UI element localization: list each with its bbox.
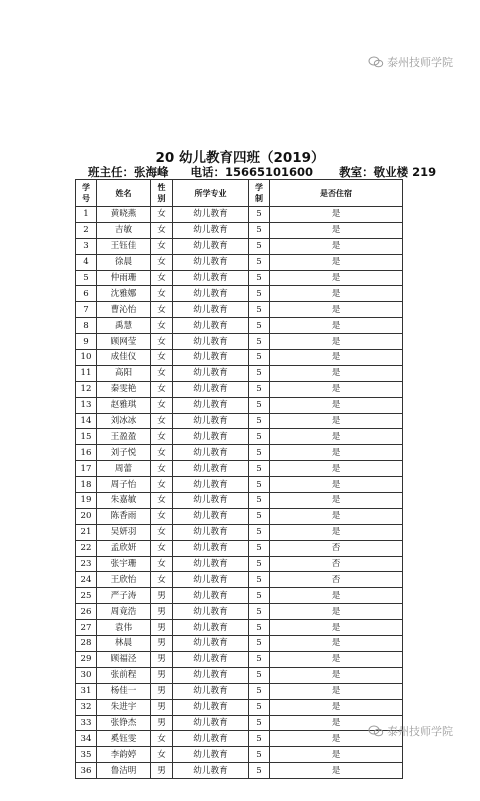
cell-major: 幼儿教育 [173, 588, 249, 604]
cell-name: 张宇珊 [97, 556, 151, 572]
cell-name: 赵雅琪 [97, 397, 151, 413]
phone: 电话：15665101600 [190, 165, 314, 179]
cell-term: 5 [249, 445, 270, 461]
cell-sex: 男 [151, 699, 173, 715]
watermark-top [368, 54, 453, 70]
cell-boarding: 是 [270, 429, 403, 445]
cell-term: 5 [249, 493, 270, 509]
cell-major: 幼儿教育 [173, 477, 249, 493]
cell-sex: 女 [151, 508, 173, 524]
table-row [76, 207, 403, 223]
cell-sex: 女 [151, 254, 173, 270]
cell-sex: 女 [151, 731, 173, 747]
cell-sex: 女 [151, 572, 173, 588]
cell-term: 5 [249, 651, 270, 667]
cell-sex: 女 [151, 365, 173, 381]
cell-sex: 男 [151, 604, 173, 620]
table-row [76, 381, 403, 397]
cell-name: 黄晓燕 [97, 207, 151, 223]
cell-sex: 女 [151, 540, 173, 556]
cell-no: 17 [76, 461, 97, 477]
cell-name: 高阳 [97, 365, 151, 381]
page-title: 20 幼儿教育四班（2019） [155, 150, 325, 166]
cell-boarding: 是 [270, 222, 403, 238]
table-row [76, 731, 403, 747]
cell-sex: 女 [151, 286, 173, 302]
cell-term: 5 [249, 556, 270, 572]
cell-major: 幼儿教育 [173, 429, 249, 445]
head-teacher: 班主任：张海峰 [88, 165, 169, 179]
cell-boarding: 是 [270, 508, 403, 524]
cell-name: 鲁洁明 [97, 763, 151, 779]
cell-sex: 男 [151, 651, 173, 667]
cell-term: 5 [249, 604, 270, 620]
table-row [76, 270, 403, 286]
cell-major: 幼儿教育 [173, 238, 249, 254]
column-header-sex: 性 别 [151, 180, 173, 207]
cell-name: 吴妍羽 [97, 524, 151, 540]
cell-boarding: 是 [270, 302, 403, 318]
cell-name: 张铮杰 [97, 715, 151, 731]
classroom: 教室：敬业楼 219 [339, 165, 437, 179]
cell-sex: 女 [151, 318, 173, 334]
cell-major: 幼儿教育 [173, 365, 249, 381]
watermark-text: 泰州技师学院 [387, 56, 453, 69]
cell-no: 15 [76, 429, 97, 445]
cell-sex: 男 [151, 636, 173, 652]
cell-major: 幼儿教育 [173, 508, 249, 524]
cell-term: 5 [249, 715, 270, 731]
table-row [76, 636, 403, 652]
watermark-text: 泰州技师学院 [387, 725, 453, 738]
watermark-bottom [368, 723, 453, 739]
cell-name: 孟欣妍 [97, 540, 151, 556]
cell-term: 5 [249, 238, 270, 254]
table-row [76, 302, 403, 318]
cell-boarding: 是 [270, 763, 403, 779]
cell-term: 5 [249, 636, 270, 652]
cell-sex: 女 [151, 222, 173, 238]
cell-major: 幼儿教育 [173, 286, 249, 302]
cell-boarding: 是 [270, 588, 403, 604]
cell-boarding: 是 [270, 651, 403, 667]
cell-boarding: 是 [270, 683, 403, 699]
cell-no: 19 [76, 493, 97, 509]
cell-major: 幼儿教育 [173, 636, 249, 652]
cell-major: 幼儿教育 [173, 572, 249, 588]
cell-term: 5 [249, 731, 270, 747]
cell-name: 严子涛 [97, 588, 151, 604]
cell-boarding: 是 [270, 715, 403, 731]
cell-name: 林晨 [97, 636, 151, 652]
cell-sex: 女 [151, 238, 173, 254]
table-row [76, 365, 403, 381]
cell-no: 26 [76, 604, 97, 620]
cell-boarding: 是 [270, 461, 403, 477]
cell-boarding: 是 [270, 413, 403, 429]
cell-no: 36 [76, 763, 97, 779]
cell-boarding: 否 [270, 540, 403, 556]
cell-no: 33 [76, 715, 97, 731]
table-row [76, 318, 403, 334]
cell-term: 5 [249, 588, 270, 604]
cell-major: 幼儿教育 [173, 318, 249, 334]
cell-sex: 女 [151, 556, 173, 572]
cell-major: 幼儿教育 [173, 254, 249, 270]
cell-term: 5 [249, 286, 270, 302]
cell-name: 朱进宇 [97, 699, 151, 715]
cell-name: 李韵婷 [97, 747, 151, 763]
table-row [76, 238, 403, 254]
cell-term: 5 [249, 222, 270, 238]
cell-boarding: 是 [270, 365, 403, 381]
cell-boarding: 是 [270, 747, 403, 763]
cell-boarding: 是 [270, 445, 403, 461]
cell-sex: 女 [151, 524, 173, 540]
column-header-name: 姓名 [97, 180, 151, 207]
cell-no: 21 [76, 524, 97, 540]
cell-name: 陈香雨 [97, 508, 151, 524]
cell-no: 1 [76, 207, 97, 223]
cell-name: 周竟浩 [97, 604, 151, 620]
cell-no: 35 [76, 747, 97, 763]
cell-no: 30 [76, 667, 97, 683]
cell-term: 5 [249, 763, 270, 779]
cell-major: 幼儿教育 [173, 334, 249, 350]
cell-name: 朱嘉敏 [97, 493, 151, 509]
cell-major: 幼儿教育 [173, 413, 249, 429]
cell-sex: 女 [151, 461, 173, 477]
cell-no: 5 [76, 270, 97, 286]
table-row [76, 747, 403, 763]
cell-major: 幼儿教育 [173, 524, 249, 540]
table-row [76, 350, 403, 366]
cell-no: 32 [76, 699, 97, 715]
cell-boarding: 是 [270, 254, 403, 270]
cell-term: 5 [249, 254, 270, 270]
cell-major: 幼儿教育 [173, 763, 249, 779]
table-row [76, 461, 403, 477]
cell-boarding: 是 [270, 286, 403, 302]
table-row [76, 429, 403, 445]
cell-name: 顾福泾 [97, 651, 151, 667]
cell-term: 5 [249, 508, 270, 524]
cell-boarding: 是 [270, 397, 403, 413]
cell-term: 5 [249, 207, 270, 223]
column-header-major: 所学专业 [173, 180, 249, 207]
table-row [76, 763, 403, 779]
cell-boarding: 否 [270, 572, 403, 588]
table-row [76, 445, 403, 461]
cell-no: 6 [76, 286, 97, 302]
cell-boarding: 是 [270, 620, 403, 636]
cell-name: 周蕾 [97, 461, 151, 477]
cell-name: 袁伟 [97, 620, 151, 636]
cell-boarding: 是 [270, 207, 403, 223]
cell-term: 5 [249, 699, 270, 715]
table-row [76, 477, 403, 493]
cell-name: 刘冰冰 [97, 413, 151, 429]
cell-sex: 女 [151, 207, 173, 223]
cell-term: 5 [249, 461, 270, 477]
cell-term: 5 [249, 540, 270, 556]
cell-no: 20 [76, 508, 97, 524]
cell-term: 5 [249, 620, 270, 636]
cell-sex: 女 [151, 334, 173, 350]
cell-sex: 女 [151, 350, 173, 366]
cell-name: 王盈盈 [97, 429, 151, 445]
cell-name: 张前程 [97, 667, 151, 683]
cell-term: 5 [249, 318, 270, 334]
cell-sex: 男 [151, 620, 173, 636]
cell-name: 杨佳一 [97, 683, 151, 699]
table-row [76, 715, 403, 731]
cell-no: 23 [76, 556, 97, 572]
cell-no: 25 [76, 588, 97, 604]
cell-boarding: 是 [270, 238, 403, 254]
table-row [76, 493, 403, 509]
cell-major: 幼儿教育 [173, 731, 249, 747]
cell-name: 曹沁怡 [97, 302, 151, 318]
cell-boarding: 是 [270, 318, 403, 334]
cell-sex: 女 [151, 429, 173, 445]
cell-name: 禹慧 [97, 318, 151, 334]
cell-major: 幼儿教育 [173, 302, 249, 318]
cell-no: 16 [76, 445, 97, 461]
wechat-icon [368, 725, 384, 737]
cell-sex: 女 [151, 445, 173, 461]
cell-no: 12 [76, 381, 97, 397]
cell-no: 8 [76, 318, 97, 334]
cell-boarding: 是 [270, 699, 403, 715]
cell-major: 幼儿教育 [173, 667, 249, 683]
cell-boarding: 是 [270, 493, 403, 509]
cell-major: 幼儿教育 [173, 207, 249, 223]
column-header-term: 学 制 [249, 180, 270, 207]
cell-boarding: 否 [270, 556, 403, 572]
cell-term: 5 [249, 334, 270, 350]
cell-sex: 女 [151, 270, 173, 286]
cell-no: 24 [76, 572, 97, 588]
cell-boarding: 是 [270, 731, 403, 747]
cell-no: 3 [76, 238, 97, 254]
cell-no: 28 [76, 636, 97, 652]
cell-major: 幼儿教育 [173, 270, 249, 286]
cell-name: 仲雨珊 [97, 270, 151, 286]
table-row [76, 524, 403, 540]
cell-sex: 女 [151, 413, 173, 429]
table-row [76, 667, 403, 683]
table-row [76, 334, 403, 350]
cell-no: 22 [76, 540, 97, 556]
cell-sex: 女 [151, 397, 173, 413]
cell-sex: 男 [151, 667, 173, 683]
cell-sex: 女 [151, 477, 173, 493]
table-row [76, 397, 403, 413]
column-header-no: 学 号 [76, 180, 97, 207]
cell-name: 刘子悦 [97, 445, 151, 461]
cell-major: 幼儿教育 [173, 461, 249, 477]
table-row [76, 683, 403, 699]
cell-name: 顾网莹 [97, 334, 151, 350]
cell-name: 奚钰雯 [97, 731, 151, 747]
cell-major: 幼儿教育 [173, 445, 249, 461]
cell-sex: 女 [151, 747, 173, 763]
cell-sex: 男 [151, 683, 173, 699]
cell-name: 徐晨 [97, 254, 151, 270]
cell-major: 幼儿教育 [173, 556, 249, 572]
cell-boarding: 是 [270, 334, 403, 350]
table-row [76, 508, 403, 524]
cell-boarding: 是 [270, 350, 403, 366]
cell-boarding: 是 [270, 477, 403, 493]
cell-no: 31 [76, 683, 97, 699]
table-row [76, 556, 403, 572]
cell-term: 5 [249, 572, 270, 588]
table-row [76, 620, 403, 636]
cell-major: 幼儿教育 [173, 715, 249, 731]
cell-no: 18 [76, 477, 97, 493]
cell-major: 幼儿教育 [173, 381, 249, 397]
cell-major: 幼儿教育 [173, 397, 249, 413]
cell-no: 29 [76, 651, 97, 667]
cell-no: 2 [76, 222, 97, 238]
table-row [76, 540, 403, 556]
cell-term: 5 [249, 270, 270, 286]
cell-no: 34 [76, 731, 97, 747]
cell-boarding: 是 [270, 604, 403, 620]
cell-term: 5 [249, 747, 270, 763]
table-row [76, 651, 403, 667]
cell-sex: 男 [151, 763, 173, 779]
cell-term: 5 [249, 397, 270, 413]
cell-term: 5 [249, 524, 270, 540]
cell-term: 5 [249, 477, 270, 493]
table-row [76, 286, 403, 302]
cell-no: 14 [76, 413, 97, 429]
cell-major: 幼儿教育 [173, 683, 249, 699]
cell-major: 幼儿教育 [173, 604, 249, 620]
table-row [76, 604, 403, 620]
wechat-icon [368, 56, 384, 68]
table-row [76, 254, 403, 270]
cell-major: 幼儿教育 [173, 747, 249, 763]
table-row [76, 699, 403, 715]
cell-name: 王欣怡 [97, 572, 151, 588]
table-row [76, 222, 403, 238]
cell-boarding: 是 [270, 667, 403, 683]
cell-sex: 男 [151, 588, 173, 604]
cell-no: 10 [76, 350, 97, 366]
cell-no: 7 [76, 302, 97, 318]
cell-major: 幼儿教育 [173, 350, 249, 366]
cell-no: 4 [76, 254, 97, 270]
cell-term: 5 [249, 350, 270, 366]
cell-sex: 女 [151, 381, 173, 397]
cell-major: 幼儿教育 [173, 651, 249, 667]
cell-boarding: 是 [270, 270, 403, 286]
cell-term: 5 [249, 667, 270, 683]
cell-name: 沈雅娜 [97, 286, 151, 302]
cell-no: 11 [76, 365, 97, 381]
table-row [76, 588, 403, 604]
table-row [76, 572, 403, 588]
table-body [76, 207, 403, 779]
cell-major: 幼儿教育 [173, 540, 249, 556]
cell-name: 周子怡 [97, 477, 151, 493]
cell-no: 13 [76, 397, 97, 413]
table-row [76, 413, 403, 429]
cell-sex: 男 [151, 715, 173, 731]
cell-name: 秦雯艳 [97, 381, 151, 397]
cell-no: 9 [76, 334, 97, 350]
cell-boarding: 是 [270, 524, 403, 540]
cell-boarding: 是 [270, 636, 403, 652]
table-header-row [76, 180, 403, 207]
cell-sex: 女 [151, 493, 173, 509]
cell-no: 27 [76, 620, 97, 636]
cell-major: 幼儿教育 [173, 699, 249, 715]
cell-boarding: 是 [270, 381, 403, 397]
cell-major: 幼儿教育 [173, 620, 249, 636]
cell-sex: 女 [151, 302, 173, 318]
cell-major: 幼儿教育 [173, 222, 249, 238]
cell-name: 吉敏 [97, 222, 151, 238]
class-info [88, 164, 436, 180]
cell-name: 成佳仪 [97, 350, 151, 366]
cell-major: 幼儿教育 [173, 493, 249, 509]
cell-term: 5 [249, 381, 270, 397]
cell-term: 5 [249, 365, 270, 381]
cell-term: 5 [249, 429, 270, 445]
cell-term: 5 [249, 683, 270, 699]
student-roster-table [75, 179, 403, 779]
cell-name: 王钰佳 [97, 238, 151, 254]
cell-term: 5 [249, 302, 270, 318]
column-header-boarding: 是否住宿 [270, 180, 403, 207]
cell-term: 5 [249, 413, 270, 429]
